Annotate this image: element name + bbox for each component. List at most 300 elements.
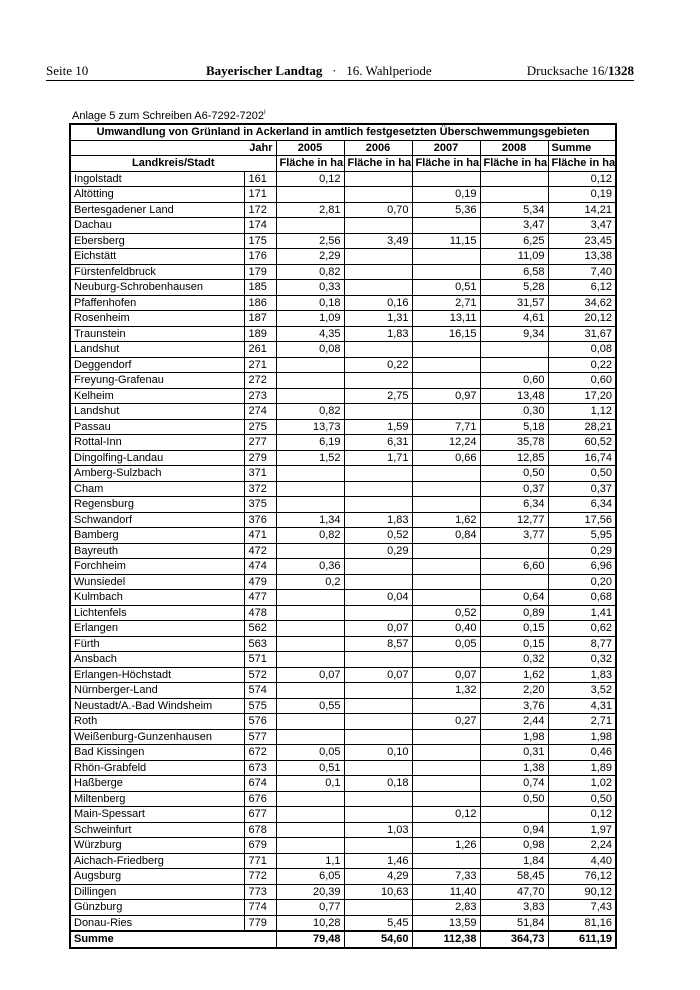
landkreis-name: Eichstätt — [70, 249, 244, 265]
value-2008: 4,61 — [480, 311, 548, 327]
table-row — [70, 590, 616, 606]
landkreis-code: 277 — [244, 435, 276, 451]
value-2007: 1,26 — [412, 838, 480, 854]
value-2005 — [276, 838, 344, 854]
value-2007 — [412, 559, 480, 575]
value-2008: 0,30 — [480, 404, 548, 420]
table-row — [70, 435, 616, 451]
landkreis-code: 375 — [244, 497, 276, 513]
header-center — [206, 63, 432, 79]
value-2006 — [344, 187, 412, 203]
table-row — [70, 388, 616, 404]
landkreis-name: Landshut — [70, 342, 244, 358]
landkreis-name: Cham — [70, 481, 244, 497]
value-2006: 1,59 — [344, 419, 412, 435]
value-2005: 4,35 — [276, 326, 344, 342]
value-2006 — [344, 807, 412, 823]
unit-2008: Fläche in ha — [480, 156, 548, 172]
landkreis-name: Bayreuth — [70, 543, 244, 559]
landkreis-code: 575 — [244, 698, 276, 714]
value-2006: 1,71 — [344, 450, 412, 466]
value-2005 — [276, 683, 344, 699]
document-number-prefix: Drucksache 16/ — [526, 63, 608, 78]
table-row — [70, 574, 616, 590]
landkreis-code: 678 — [244, 822, 276, 838]
document-number-bold: 1328 — [608, 63, 634, 78]
value-2005 — [276, 791, 344, 807]
legislative-period: · 16. Wahlperiode — [322, 63, 432, 78]
year-2006: 2006 — [344, 140, 412, 156]
landkreis-name: Freyung-Grafenau — [70, 373, 244, 389]
value-sum: 1,97 — [548, 822, 616, 838]
landkreis-name: Ebersberg — [70, 233, 244, 249]
value-2007 — [412, 729, 480, 745]
table-row — [70, 915, 616, 931]
value-2007: 2,83 — [412, 900, 480, 916]
value-2006 — [344, 574, 412, 590]
value-sum: 7,40 — [548, 264, 616, 280]
value-2007 — [412, 590, 480, 606]
value-sum: 0,22 — [548, 357, 616, 373]
value-2007: 11,40 — [412, 884, 480, 900]
value-sum: 60,52 — [548, 435, 616, 451]
value-2006 — [344, 249, 412, 265]
landkreis-code: 171 — [244, 187, 276, 203]
landkreis-name: Amberg-Sulzbach — [70, 466, 244, 482]
table-row — [70, 466, 616, 482]
value-2007 — [412, 853, 480, 869]
value-sum: 0,62 — [548, 621, 616, 637]
value-2007 — [412, 760, 480, 776]
table-row — [70, 249, 616, 265]
table-title: Umwandlung von Grünland in Ackerland in amtlich festgesetzten Überschwemmungsgebieten — [70, 124, 616, 140]
value-2007: 0,05 — [412, 636, 480, 652]
landkreis-name: Passau — [70, 419, 244, 435]
value-2008: 1,98 — [480, 729, 548, 745]
value-2008: 0,94 — [480, 822, 548, 838]
header-rule — [46, 80, 634, 81]
value-2006 — [344, 900, 412, 916]
value-2008: 0,50 — [480, 791, 548, 807]
value-2007: 0,51 — [412, 280, 480, 296]
value-2006: 3,49 — [344, 233, 412, 249]
value-2005: 0,33 — [276, 280, 344, 296]
value-2008 — [480, 342, 548, 358]
landkreis-name: Würzburg — [70, 838, 244, 854]
value-2007 — [412, 264, 480, 280]
value-sum: 28,21 — [548, 419, 616, 435]
value-sum: 14,21 — [548, 202, 616, 218]
value-2005: 2,56 — [276, 233, 344, 249]
landkreis-code: 279 — [244, 450, 276, 466]
value-2007: 2,71 — [412, 295, 480, 311]
unit-2007: Fläche in ha — [412, 156, 480, 172]
table-row — [70, 559, 616, 575]
table-row — [70, 729, 616, 745]
landkreis-code: 673 — [244, 760, 276, 776]
landkreis-code: 571 — [244, 652, 276, 668]
value-2005: 1,09 — [276, 311, 344, 327]
landkreis-code: 271 — [244, 357, 276, 373]
value-2008: 1,84 — [480, 853, 548, 869]
table-row — [70, 621, 616, 637]
value-2007: 1,62 — [412, 512, 480, 528]
value-2007 — [412, 791, 480, 807]
page-number: Seite 10 — [46, 63, 89, 78]
value-2008 — [480, 543, 548, 559]
table-row — [70, 481, 616, 497]
table-row — [70, 853, 616, 869]
value-2007 — [412, 481, 480, 497]
value-sum: 5,95 — [548, 528, 616, 544]
landkreis-name: Augsburg — [70, 869, 244, 885]
landkreis-code: 275 — [244, 419, 276, 435]
landkreis-name: Rhön-Grabfeld — [70, 760, 244, 776]
attachment-text: Anlage 5 zum Schreiben A6-7292-7202 — [72, 110, 265, 122]
value-2007: 0,52 — [412, 605, 480, 621]
landkreis-code: 779 — [244, 915, 276, 931]
value-2008: 6,25 — [480, 233, 548, 249]
value-2006 — [344, 218, 412, 234]
value-2006 — [344, 714, 412, 730]
value-sum: 2,24 — [548, 838, 616, 854]
table-row — [70, 512, 616, 528]
value-2008: 58,45 — [480, 869, 548, 885]
value-2005 — [276, 822, 344, 838]
landkreis-code: 563 — [244, 636, 276, 652]
landkreis-name: Dachau — [70, 218, 244, 234]
landkreis-code: 574 — [244, 683, 276, 699]
value-2005: 20,39 — [276, 884, 344, 900]
value-sum: 7,43 — [548, 900, 616, 916]
table-row — [70, 605, 616, 621]
value-2007 — [412, 218, 480, 234]
landkreis-name: Traunstein — [70, 326, 244, 342]
value-2008: 3,83 — [480, 900, 548, 916]
landkreis-name: Kelheim — [70, 388, 244, 404]
value-2006 — [344, 698, 412, 714]
value-2008: 0,98 — [480, 838, 548, 854]
value-2006: 0,16 — [344, 295, 412, 311]
table-row — [70, 822, 616, 838]
value-2007 — [412, 822, 480, 838]
landkreis-name: Nürnberger-Land — [70, 683, 244, 699]
total-2008: 364,73 — [480, 931, 548, 948]
value-2005: 2,29 — [276, 249, 344, 265]
value-2006: 0,18 — [344, 776, 412, 792]
value-2005: 0,82 — [276, 264, 344, 280]
value-sum: 0,37 — [548, 481, 616, 497]
value-2005 — [276, 590, 344, 606]
landkreis-name: Miltenberg — [70, 791, 244, 807]
value-2008 — [480, 574, 548, 590]
landkreis-code: 161 — [244, 171, 276, 187]
document-number — [527, 63, 634, 79]
value-2006 — [344, 171, 412, 187]
attachment-label — [72, 110, 266, 122]
value-2005: 0,05 — [276, 745, 344, 761]
landkreis-code: 187 — [244, 311, 276, 327]
value-2008 — [480, 357, 548, 373]
value-2007 — [412, 171, 480, 187]
value-2006 — [344, 466, 412, 482]
value-2008: 9,34 — [480, 326, 548, 342]
value-2006: 0,29 — [344, 543, 412, 559]
total-row — [70, 931, 616, 948]
value-2006 — [344, 280, 412, 296]
landkreis-name: Schwandorf — [70, 512, 244, 528]
unit-sum: Fläche in ha — [548, 156, 616, 172]
value-2006: 1,83 — [344, 326, 412, 342]
landkreis-name: Regensburg — [70, 497, 244, 513]
value-2005: 1,52 — [276, 450, 344, 466]
table-row — [70, 745, 616, 761]
value-2005: 13,73 — [276, 419, 344, 435]
value-2008: 13,48 — [480, 388, 548, 404]
value-sum: 17,20 — [548, 388, 616, 404]
value-sum: 1,41 — [548, 605, 616, 621]
value-sum: 3,52 — [548, 683, 616, 699]
landkreis-code: 679 — [244, 838, 276, 854]
value-2006: 0,52 — [344, 528, 412, 544]
table-row — [70, 342, 616, 358]
landkreis-code: 477 — [244, 590, 276, 606]
table-row — [70, 450, 616, 466]
value-sum: 1,12 — [548, 404, 616, 420]
landkreis-name: Dingolfing-Landau — [70, 450, 244, 466]
value-2008: 0,74 — [480, 776, 548, 792]
value-2005: 0,82 — [276, 404, 344, 420]
landkreis-name: Fürstenfeldbruck — [70, 264, 244, 280]
landkreis-name: Dillingen — [70, 884, 244, 900]
table-row — [70, 869, 616, 885]
value-2005 — [276, 481, 344, 497]
landkreis-name: Schweinfurt — [70, 822, 244, 838]
value-2007: 1,32 — [412, 683, 480, 699]
table-row — [70, 543, 616, 559]
unit-header-row — [70, 156, 616, 172]
table-row — [70, 326, 616, 342]
landkreis-name: Altötting — [70, 187, 244, 203]
table-row — [70, 497, 616, 513]
value-2005 — [276, 357, 344, 373]
value-sum: 0,20 — [548, 574, 616, 590]
value-2006: 0,04 — [344, 590, 412, 606]
total-sum: 611,19 — [548, 931, 616, 948]
year-2007: 2007 — [412, 140, 480, 156]
value-2008 — [480, 187, 548, 203]
value-sum: 0,32 — [548, 652, 616, 668]
value-2006 — [344, 342, 412, 358]
value-2008: 0,60 — [480, 373, 548, 389]
value-2008: 2,20 — [480, 683, 548, 699]
landkreis-name: Ansbach — [70, 652, 244, 668]
landkreis-name: Bad Kissingen — [70, 745, 244, 761]
landkreis-code: 186 — [244, 295, 276, 311]
landkreis-name: Pfaffenhofen — [70, 295, 244, 311]
value-2007: 0,27 — [412, 714, 480, 730]
value-2008: 47,70 — [480, 884, 548, 900]
value-2007 — [412, 357, 480, 373]
landkreis-code: 273 — [244, 388, 276, 404]
value-2005: 0,1 — [276, 776, 344, 792]
value-sum: 16,74 — [548, 450, 616, 466]
value-2008: 35,78 — [480, 435, 548, 451]
value-2006: 6,31 — [344, 435, 412, 451]
value-2005 — [276, 497, 344, 513]
value-2007 — [412, 652, 480, 668]
landkreis-code: 774 — [244, 900, 276, 916]
value-2008: 1,62 — [480, 667, 548, 683]
landkreis-code: 189 — [244, 326, 276, 342]
value-sum: 1,98 — [548, 729, 616, 745]
table-row — [70, 187, 616, 203]
value-2008 — [480, 171, 548, 187]
landkreis-name: Landshut — [70, 404, 244, 420]
value-2006: 0,07 — [344, 621, 412, 637]
value-2007 — [412, 466, 480, 482]
value-2006 — [344, 729, 412, 745]
landkreis-name: Günzburg — [70, 900, 244, 916]
value-2007 — [412, 342, 480, 358]
value-2007 — [412, 373, 480, 389]
total-2006: 54,60 — [344, 931, 412, 948]
data-table — [69, 123, 617, 949]
value-sum: 90,12 — [548, 884, 616, 900]
value-2006 — [344, 760, 412, 776]
value-sum: 8,77 — [548, 636, 616, 652]
value-2006: 1,83 — [344, 512, 412, 528]
value-2008: 5,28 — [480, 280, 548, 296]
landkreis-name: Ingolstadt — [70, 171, 244, 187]
total-label: Summe — [70, 931, 276, 948]
value-2008: 0,37 — [480, 481, 548, 497]
table-row — [70, 528, 616, 544]
total-2007: 112,38 — [412, 931, 480, 948]
value-sum: 1,02 — [548, 776, 616, 792]
value-2006 — [344, 652, 412, 668]
value-2005: 0,12 — [276, 171, 344, 187]
landkreis-code: 176 — [244, 249, 276, 265]
landkreis-code: 478 — [244, 605, 276, 621]
value-2006 — [344, 559, 412, 575]
value-sum: 20,12 — [548, 311, 616, 327]
value-2007 — [412, 404, 480, 420]
landkreis-code: 772 — [244, 869, 276, 885]
table-row — [70, 683, 616, 699]
table-row — [70, 419, 616, 435]
value-2008: 51,84 — [480, 915, 548, 931]
value-sum: 0,60 — [548, 373, 616, 389]
value-2005 — [276, 621, 344, 637]
parliament-name: Bayerischer Landtag — [206, 63, 323, 78]
landkreis-name: Lichtenfels — [70, 605, 244, 621]
value-2008: 0,64 — [480, 590, 548, 606]
value-2007: 0,12 — [412, 807, 480, 823]
value-2007: 12,24 — [412, 435, 480, 451]
summe-header: Summe — [548, 140, 616, 156]
table-row — [70, 202, 616, 218]
value-2008: 31,57 — [480, 295, 548, 311]
value-2005: 0,82 — [276, 528, 344, 544]
value-2005 — [276, 729, 344, 745]
value-2008: 12,85 — [480, 450, 548, 466]
value-2008: 3,47 — [480, 218, 548, 234]
landkreis-name: Neustadt/A.-Bad Windsheim — [70, 698, 244, 714]
value-2006: 1,03 — [344, 822, 412, 838]
value-2005: 0,77 — [276, 900, 344, 916]
landkreis-code: 674 — [244, 776, 276, 792]
landkreis-code: 371 — [244, 466, 276, 482]
value-2005 — [276, 636, 344, 652]
value-sum: 0,08 — [548, 342, 616, 358]
value-2008 — [480, 807, 548, 823]
value-2006 — [344, 373, 412, 389]
table-row — [70, 404, 616, 420]
value-2007: 5,36 — [412, 202, 480, 218]
value-sum: 81,16 — [548, 915, 616, 931]
value-2006 — [344, 481, 412, 497]
value-sum: 0,12 — [548, 171, 616, 187]
value-2008: 5,34 — [480, 202, 548, 218]
landkreis-code: 562 — [244, 621, 276, 637]
value-2007 — [412, 574, 480, 590]
value-2006: 8,57 — [344, 636, 412, 652]
landkreis-code: 174 — [244, 218, 276, 234]
jahr-label: Jahr — [244, 140, 276, 156]
value-2006: 0,10 — [344, 745, 412, 761]
value-2005: 0,2 — [276, 574, 344, 590]
value-2005: 0,36 — [276, 559, 344, 575]
value-2005: 6,19 — [276, 435, 344, 451]
value-sum: 0,68 — [548, 590, 616, 606]
table-row — [70, 280, 616, 296]
value-2006: 0,07 — [344, 667, 412, 683]
landkreis-header: Landkreis/Stadt — [70, 156, 276, 172]
value-2005: 0,51 — [276, 760, 344, 776]
table-row — [70, 357, 616, 373]
value-2008: 0,50 — [480, 466, 548, 482]
landkreis-code: 372 — [244, 481, 276, 497]
value-2008: 3,76 — [480, 698, 548, 714]
unit-2006: Fläche in ha — [344, 156, 412, 172]
value-sum: 17,56 — [548, 512, 616, 528]
landkreis-code: 261 — [244, 342, 276, 358]
table-title-row — [70, 124, 616, 140]
value-2005 — [276, 543, 344, 559]
value-sum: 6,12 — [548, 280, 616, 296]
table-row — [70, 760, 616, 776]
value-2006 — [344, 264, 412, 280]
landkreis-code: 479 — [244, 574, 276, 590]
landkreis-code: 677 — [244, 807, 276, 823]
value-2005 — [276, 807, 344, 823]
value-2005: 1,34 — [276, 512, 344, 528]
value-2008: 0,15 — [480, 636, 548, 652]
table-row — [70, 652, 616, 668]
value-2007 — [412, 249, 480, 265]
value-2007: 11,15 — [412, 233, 480, 249]
landkreis-code: 576 — [244, 714, 276, 730]
value-2008: 1,38 — [480, 760, 548, 776]
value-2006: 0,22 — [344, 357, 412, 373]
landkreis-name: Roth — [70, 714, 244, 730]
year-2008: 2008 — [480, 140, 548, 156]
table-row — [70, 171, 616, 187]
value-sum: 1,89 — [548, 760, 616, 776]
value-2007: 13,11 — [412, 311, 480, 327]
value-2006 — [344, 605, 412, 621]
